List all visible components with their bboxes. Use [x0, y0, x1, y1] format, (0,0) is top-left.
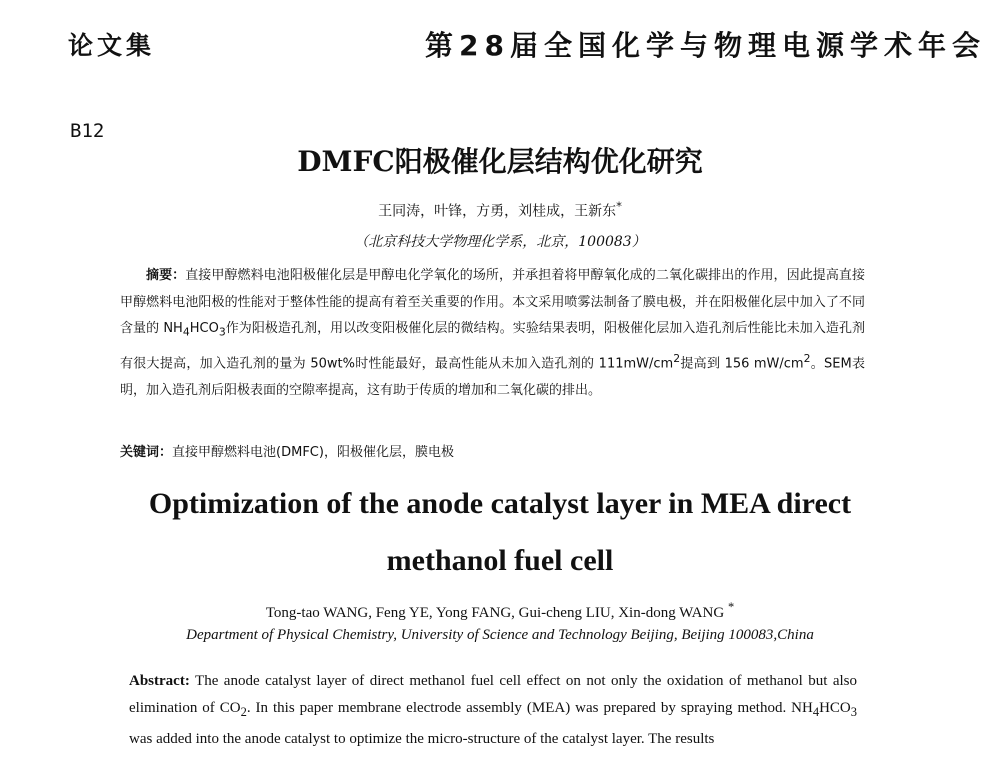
cn-keywords-label: 关键词： [120, 445, 173, 460]
cn-author-mark: * [616, 199, 622, 213]
en-author-mark: * [727, 600, 735, 614]
en-title [0, 475, 1000, 589]
running-header-right: 第28届全国化学与物理电源学术年会 [425, 29, 986, 62]
cn-keywords-text: 直接甲醇燃料电池(DMFC)，阳极催化层，膜电极 [172, 445, 454, 460]
cn-affiliation: （北京科技大学物理化学系，北京，100083） [354, 234, 646, 250]
en-title-line-2: methanol fuel cell [386, 544, 614, 577]
cn-abstract: 摘要：直接甲醇燃料电池阳极催化层是甲醇电化学氧化的场所，并承担着将甲醇氧化成的二氧化碳排出的作用，因此提高直接甲醇燃料电池阳极的性能对于整体性能的提高有着至关重要的作用。本文采用喷雾法制备了膜电极，并在阳极催化层中加入了不同含量的 $NH_4HCO_3$作为阳极造孔剂，用以改变阳极催化层的微结构。实验结果表明，阳极催化层加入造孔剂后性能比未加入造孔剂有很大提高，加入造孔剂的量为 50wt%时性能最好，最高性能从未加入造孔剂的 $111mW/cm^2$提高到 156 $mW/cm^2$。SEM表明，加入造孔剂后阳极表面的空隙率提高，这有助于传质的增加和二氧化碳的排出。 [120, 268, 865, 398]
running-header-left: 论文集 [68, 31, 156, 60]
cn-authors [0, 199, 1000, 221]
en-affiliation: Department of Physical Chemistry, University of Science and Technology Beijing, Beijing 100083,China [186, 627, 814, 643]
en-title-line-1: Optimization of the anode catalyst layer in MEA direct [148, 487, 852, 520]
en-abstract: Abstract: The anode catalyst layer of direct methanol fuel cell effect on not only the oxidation of methanol but also elimination of $CO_2$. In this paper membrane electrode assembly (MEA) was prepared by spraying method. $NH_4HCO_3$ was added into the anode catalyst to optimize the micro-structure of the catalyst layer. The results [129, 673, 857, 747]
paper-code: B12 [70, 120, 105, 142]
en-abstract-label: Abstract: [129, 673, 190, 689]
cn-keywords [120, 441, 454, 460]
cn-author-names: 王同涛，叶锋，方勇，刘桂成，王新东 [378, 203, 617, 220]
en-authors [0, 600, 1000, 622]
en-author-names: Tong-tao WANG, Feng YE, Yong FANG, Gui-cheng LIU, Xin-dong WANG [265, 605, 725, 621]
cn-title: DMFC阳极催化层结构优化研究 [297, 145, 703, 178]
cn-abstract-label: 摘要： [146, 268, 186, 283]
